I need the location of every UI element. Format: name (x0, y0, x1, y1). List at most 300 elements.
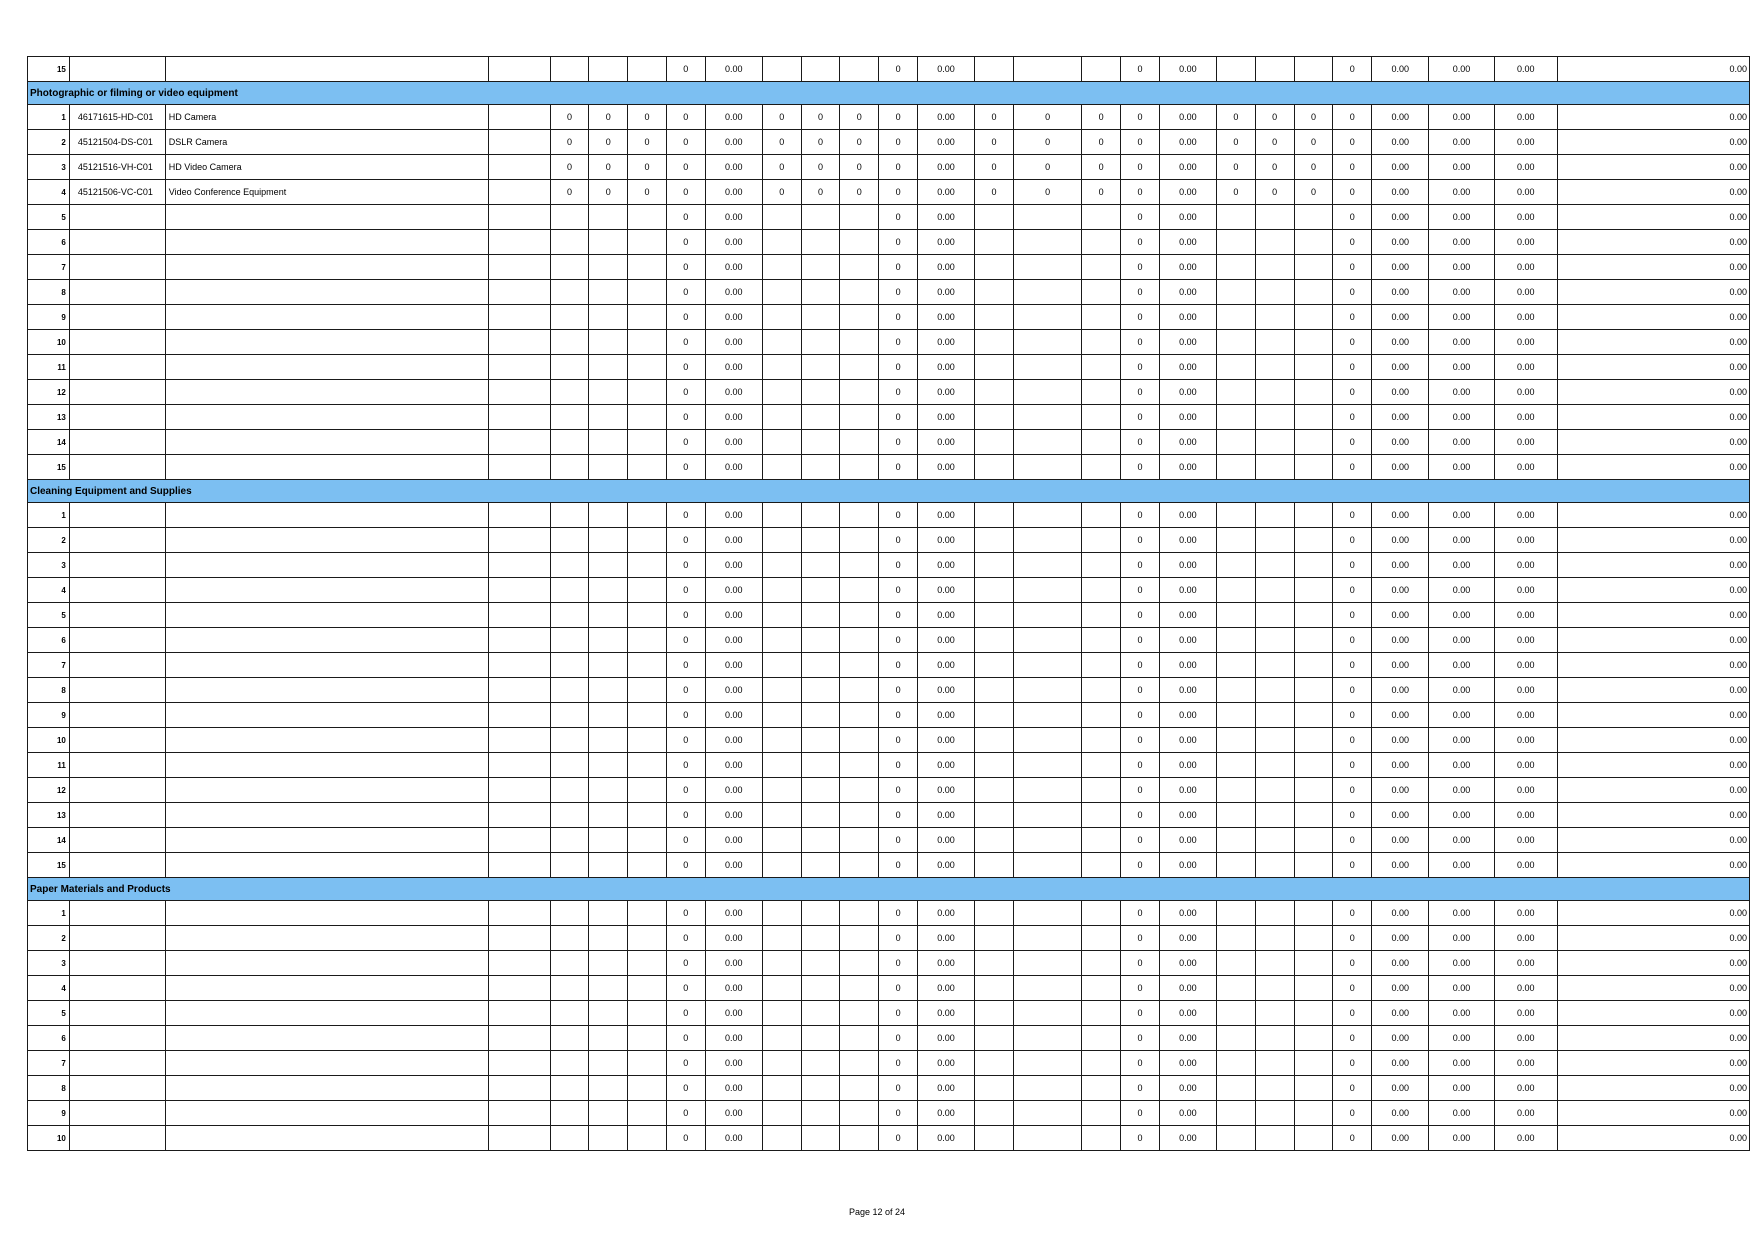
quantity-cell (762, 1051, 801, 1076)
table-row (28, 455, 1750, 480)
amount-cell: 0.00 (1159, 976, 1216, 1001)
quantity-cell: 0 (840, 130, 879, 155)
amount-cell: 0.00 (1494, 105, 1557, 130)
item-description-cell (165, 728, 489, 753)
amount-cell: 0.00 (705, 455, 762, 480)
empty-cell (489, 578, 550, 603)
quarter-total-cell: 0 (1121, 1001, 1160, 1026)
item-code-cell: 45121516-VH-C01 (69, 155, 165, 180)
quantity-cell (1255, 1126, 1294, 1151)
quantity-cell (1294, 628, 1333, 653)
quantity-cell (589, 703, 628, 728)
quarter-total-cell: 0 (1121, 901, 1160, 926)
row-number-cell: 12 (28, 380, 70, 405)
amount-cell: 0.00 (1429, 105, 1494, 130)
quantity-cell (1255, 330, 1294, 355)
empty-cell (489, 57, 550, 82)
quarter-total-cell: 0 (879, 503, 918, 528)
quantity-cell (840, 330, 879, 355)
quantity-cell: 0 (1013, 155, 1081, 180)
amount-cell: 0.00 (1159, 603, 1216, 628)
amount-cell: 0.00 (1372, 553, 1429, 578)
quarter-total-cell: 0 (1121, 628, 1160, 653)
quantity-cell (975, 1026, 1014, 1051)
quantity-cell (1217, 951, 1256, 976)
quantity-cell (589, 528, 628, 553)
amount-cell: 0.00 (1159, 205, 1216, 230)
empty-cell (489, 130, 550, 155)
amount-cell: 0.00 (1159, 355, 1216, 380)
quantity-cell (1082, 1051, 1121, 1076)
amount-cell: 0.00 (1429, 653, 1494, 678)
amount-cell: 0.00 (1429, 578, 1494, 603)
quantity-cell (1013, 628, 1081, 653)
row-number-cell: 12 (28, 778, 70, 803)
quarter-total-cell: 0 (1121, 205, 1160, 230)
quarter-total-cell: 0 (1333, 753, 1372, 778)
quantity-cell (762, 1001, 801, 1026)
amount-cell: 0.00 (1159, 926, 1216, 951)
quantity-cell (840, 57, 879, 82)
quantity-cell (1217, 778, 1256, 803)
quantity-cell (1013, 528, 1081, 553)
quantity-cell (589, 553, 628, 578)
quantity-cell (840, 355, 879, 380)
quarter-total-cell: 0 (1121, 728, 1160, 753)
quantity-cell: 0 (1082, 180, 1121, 205)
quantity-cell (1255, 255, 1294, 280)
quantity-cell (1013, 280, 1081, 305)
amount-cell: 0.00 (1429, 205, 1494, 230)
quantity-cell (975, 503, 1014, 528)
amount-cell: 0.00 (705, 578, 762, 603)
amount-cell: 0.00 (705, 528, 762, 553)
total-amount-cell: 0.00 (1557, 455, 1749, 480)
quantity-cell (628, 803, 667, 828)
empty-cell (489, 205, 550, 230)
quarter-total-cell: 0 (1121, 280, 1160, 305)
quantity-cell (1217, 380, 1256, 405)
amount-cell: 0.00 (1159, 305, 1216, 330)
amount-cell: 0.00 (1372, 778, 1429, 803)
quarter-total-cell: 0 (1121, 155, 1160, 180)
quantity-cell (550, 1001, 589, 1026)
quarter-total-cell: 0 (879, 355, 918, 380)
item-description-cell (165, 255, 489, 280)
quantity-cell (801, 205, 840, 230)
amount-cell: 0.00 (1159, 330, 1216, 355)
quarter-total-cell: 0 (1333, 828, 1372, 853)
quantity-cell (1294, 330, 1333, 355)
quantity-cell (840, 778, 879, 803)
total-amount-cell: 0.00 (1557, 280, 1749, 305)
quantity-cell (840, 703, 879, 728)
quarter-total-cell: 0 (879, 1026, 918, 1051)
amount-cell: 0.00 (1159, 1026, 1216, 1051)
quarter-total-cell: 0 (1121, 380, 1160, 405)
quantity-cell (550, 255, 589, 280)
quantity-cell (762, 280, 801, 305)
quarter-total-cell: 0 (1121, 105, 1160, 130)
quantity-cell (589, 230, 628, 255)
amount-cell: 0.00 (1429, 1101, 1494, 1126)
table-row (28, 305, 1750, 330)
quantity-cell (840, 405, 879, 430)
quantity-cell (840, 430, 879, 455)
quantity-cell (1013, 828, 1081, 853)
quantity-cell (762, 753, 801, 778)
quantity-cell (840, 728, 879, 753)
quantity-cell (801, 255, 840, 280)
quantity-cell (589, 1126, 628, 1151)
row-number-cell: 1 (28, 105, 70, 130)
total-amount-cell: 0.00 (1557, 430, 1749, 455)
quantity-cell (1255, 653, 1294, 678)
quantity-cell (1013, 778, 1081, 803)
amount-cell: 0.00 (705, 901, 762, 926)
amount-cell: 0.00 (1372, 455, 1429, 480)
amount-cell: 0.00 (1159, 528, 1216, 553)
quantity-cell (1217, 901, 1256, 926)
amount-cell: 0.00 (705, 1051, 762, 1076)
amount-cell: 0.00 (917, 603, 974, 628)
quantity-cell (628, 1051, 667, 1076)
quantity-cell (1217, 926, 1256, 951)
amount-cell: 0.00 (917, 105, 974, 130)
quantity-cell (550, 355, 589, 380)
quantity-cell (1013, 355, 1081, 380)
quarter-total-cell: 0 (1121, 678, 1160, 703)
amount-cell: 0.00 (1429, 628, 1494, 653)
quarter-total-cell: 0 (1121, 853, 1160, 878)
amount-cell: 0.00 (705, 703, 762, 728)
amount-cell: 0.00 (705, 230, 762, 255)
amount-cell: 0.00 (1494, 703, 1557, 728)
quantity-cell (1013, 255, 1081, 280)
amount-cell: 0.00 (1372, 578, 1429, 603)
quantity-cell (1217, 455, 1256, 480)
quantity-cell (840, 828, 879, 853)
quarter-total-cell: 0 (879, 380, 918, 405)
quarter-total-cell: 0 (1121, 405, 1160, 430)
table-row (28, 528, 1750, 553)
amount-cell: 0.00 (917, 180, 974, 205)
quantity-cell (801, 703, 840, 728)
quantity-cell (1217, 405, 1256, 430)
quantity-cell (762, 553, 801, 578)
quarter-total-cell: 0 (666, 753, 705, 778)
total-amount-cell: 0.00 (1557, 1001, 1749, 1026)
total-amount-cell: 0.00 (1557, 380, 1749, 405)
total-amount-cell: 0.00 (1557, 405, 1749, 430)
amount-cell: 0.00 (705, 1101, 762, 1126)
quantity-cell (589, 628, 628, 653)
item-description-cell (165, 603, 489, 628)
quarter-total-cell: 0 (666, 1001, 705, 1026)
amount-cell: 0.00 (1372, 678, 1429, 703)
quantity-cell (801, 753, 840, 778)
section-header-row (28, 878, 1750, 901)
amount-cell: 0.00 (917, 653, 974, 678)
amount-cell: 0.00 (1159, 255, 1216, 280)
quantity-cell (628, 578, 667, 603)
total-amount-cell: 0.00 (1557, 355, 1749, 380)
amount-cell: 0.00 (1429, 703, 1494, 728)
row-number-cell: 1 (28, 901, 70, 926)
item-description-cell (165, 205, 489, 230)
quarter-total-cell: 0 (1333, 528, 1372, 553)
empty-cell (489, 180, 550, 205)
amount-cell: 0.00 (1494, 380, 1557, 405)
quantity-cell (589, 976, 628, 1001)
quantity-cell (762, 430, 801, 455)
amount-cell: 0.00 (1159, 753, 1216, 778)
item-code-cell (69, 603, 165, 628)
amount-cell: 0.00 (917, 1076, 974, 1101)
amount-cell: 0.00 (1372, 405, 1429, 430)
quarter-total-cell: 0 (1333, 653, 1372, 678)
amount-cell: 0.00 (1494, 976, 1557, 1001)
row-number-cell: 8 (28, 678, 70, 703)
quantity-cell (1255, 628, 1294, 653)
quarter-total-cell: 0 (1333, 853, 1372, 878)
table-row (28, 778, 1750, 803)
quarter-total-cell: 0 (1333, 1101, 1372, 1126)
quarter-total-cell: 0 (1121, 951, 1160, 976)
quantity-cell (1294, 728, 1333, 753)
quantity-cell (762, 355, 801, 380)
amount-cell: 0.00 (1372, 130, 1429, 155)
quantity-cell (628, 828, 667, 853)
item-description-cell (165, 853, 489, 878)
amount-cell: 0.00 (1429, 753, 1494, 778)
amount-cell: 0.00 (1159, 280, 1216, 305)
amount-cell: 0.00 (705, 926, 762, 951)
quantity-cell (762, 703, 801, 728)
amount-cell: 0.00 (917, 330, 974, 355)
row-number-cell: 4 (28, 578, 70, 603)
quantity-cell (628, 305, 667, 330)
quantity-cell (762, 405, 801, 430)
quantity-cell (801, 1051, 840, 1076)
total-amount-cell: 0.00 (1557, 926, 1749, 951)
amount-cell: 0.00 (1494, 405, 1557, 430)
quantity-cell (1255, 803, 1294, 828)
quantity-cell (762, 828, 801, 853)
amount-cell: 0.00 (1429, 503, 1494, 528)
amount-cell: 0.00 (1494, 853, 1557, 878)
amount-cell: 0.00 (1372, 901, 1429, 926)
quarter-total-cell: 0 (1333, 355, 1372, 380)
quantity-cell (975, 305, 1014, 330)
quantity-cell (975, 330, 1014, 355)
quantity-cell: 0 (801, 180, 840, 205)
quarter-total-cell: 0 (1121, 578, 1160, 603)
item-code-cell (69, 926, 165, 951)
quantity-cell (1217, 280, 1256, 305)
item-description-cell (165, 528, 489, 553)
quantity-cell (1013, 753, 1081, 778)
amount-cell: 0.00 (1429, 1026, 1494, 1051)
empty-cell (489, 951, 550, 976)
row-number-cell: 7 (28, 255, 70, 280)
empty-cell (489, 528, 550, 553)
quantity-cell (1217, 528, 1256, 553)
quantity-cell (762, 503, 801, 528)
quarter-total-cell: 0 (1333, 230, 1372, 255)
quantity-cell: 0 (628, 155, 667, 180)
amount-cell: 0.00 (1494, 455, 1557, 480)
quantity-cell (762, 778, 801, 803)
quarter-total-cell: 0 (666, 1101, 705, 1126)
total-amount-cell: 0.00 (1557, 901, 1749, 926)
quantity-cell (1217, 1051, 1256, 1076)
quantity-cell (550, 753, 589, 778)
empty-cell (489, 1026, 550, 1051)
amount-cell: 0.00 (1494, 130, 1557, 155)
item-description-cell (165, 1026, 489, 1051)
quantity-cell (1082, 455, 1121, 480)
quantity-cell (975, 430, 1014, 455)
item-description-cell (165, 653, 489, 678)
quantity-cell: 0 (589, 180, 628, 205)
quarter-total-cell: 0 (666, 1076, 705, 1101)
empty-cell (489, 803, 550, 828)
total-amount-cell: 0.00 (1557, 1126, 1749, 1151)
quarter-total-cell: 0 (879, 305, 918, 330)
quantity-cell (1013, 653, 1081, 678)
item-description-cell (165, 355, 489, 380)
total-amount-cell: 0.00 (1557, 976, 1749, 1001)
amount-cell: 0.00 (1494, 430, 1557, 455)
quantity-cell (589, 653, 628, 678)
row-number-cell: 15 (28, 853, 70, 878)
amount-cell: 0.00 (1372, 105, 1429, 130)
quantity-cell (550, 951, 589, 976)
total-amount-cell: 0.00 (1557, 130, 1749, 155)
quantity-cell: 0 (1294, 130, 1333, 155)
quarter-total-cell: 0 (1121, 828, 1160, 853)
total-amount-cell: 0.00 (1557, 1026, 1749, 1051)
quantity-cell (1294, 703, 1333, 728)
amount-cell: 0.00 (917, 57, 974, 82)
quantity-cell (1255, 951, 1294, 976)
item-description-cell (165, 305, 489, 330)
amount-cell: 0.00 (917, 678, 974, 703)
quantity-cell (550, 976, 589, 1001)
quantity-cell (628, 430, 667, 455)
quantity-cell (762, 803, 801, 828)
quantity-cell (1217, 553, 1256, 578)
quantity-cell (1255, 753, 1294, 778)
quarter-total-cell: 0 (879, 130, 918, 155)
quantity-cell (550, 57, 589, 82)
table-row (28, 728, 1750, 753)
quantity-cell (550, 430, 589, 455)
amount-cell: 0.00 (917, 1126, 974, 1151)
quarter-total-cell: 0 (1121, 976, 1160, 1001)
row-number-cell: 3 (28, 155, 70, 180)
quantity-cell (840, 380, 879, 405)
quarter-total-cell: 0 (1121, 553, 1160, 578)
quarter-total-cell: 0 (1333, 380, 1372, 405)
amount-cell: 0.00 (705, 603, 762, 628)
quarter-total-cell: 0 (666, 828, 705, 853)
quantity-cell (801, 778, 840, 803)
quarter-total-cell: 0 (1333, 205, 1372, 230)
quarter-total-cell: 0 (1333, 130, 1372, 155)
amount-cell: 0.00 (917, 628, 974, 653)
quantity-cell (762, 926, 801, 951)
quantity-cell: 0 (1294, 155, 1333, 180)
quantity-cell (975, 853, 1014, 878)
quantity-cell (1294, 503, 1333, 528)
quantity-cell (1294, 1026, 1333, 1051)
quantity-cell (1294, 1001, 1333, 1026)
table-row (28, 230, 1750, 255)
quantity-cell: 0 (801, 105, 840, 130)
item-description-cell: DSLR Camera (165, 130, 489, 155)
quantity-cell (1013, 926, 1081, 951)
section-title: Photographic or filming or video equipment (28, 82, 1750, 105)
quantity-cell (628, 678, 667, 703)
quantity-cell (975, 703, 1014, 728)
amount-cell: 0.00 (917, 405, 974, 430)
amount-cell: 0.00 (1159, 951, 1216, 976)
amount-cell: 0.00 (917, 753, 974, 778)
quantity-cell (801, 57, 840, 82)
quarter-total-cell: 0 (666, 778, 705, 803)
row-number-cell: 7 (28, 1051, 70, 1076)
section-title: Cleaning Equipment and Supplies (28, 480, 1750, 503)
amount-cell: 0.00 (705, 305, 762, 330)
quantity-cell: 0 (1082, 155, 1121, 180)
quarter-total-cell: 0 (1333, 926, 1372, 951)
quarter-total-cell: 0 (1121, 778, 1160, 803)
quantity-cell (762, 1126, 801, 1151)
quantity-cell (801, 503, 840, 528)
item-description-cell (165, 1126, 489, 1151)
quantity-cell (762, 330, 801, 355)
quantity-cell (589, 503, 628, 528)
amount-cell: 0.00 (705, 778, 762, 803)
quarter-total-cell: 0 (879, 728, 918, 753)
quantity-cell (1082, 753, 1121, 778)
quantity-cell (1082, 1101, 1121, 1126)
quarter-total-cell: 0 (1333, 57, 1372, 82)
row-number-cell: 10 (28, 728, 70, 753)
quantity-cell (1013, 503, 1081, 528)
amount-cell: 0.00 (1159, 853, 1216, 878)
amount-cell: 0.00 (917, 355, 974, 380)
quantity-cell (1217, 1076, 1256, 1101)
quarter-total-cell: 0 (666, 205, 705, 230)
amount-cell: 0.00 (1429, 57, 1494, 82)
amount-cell: 0.00 (1429, 778, 1494, 803)
quantity-cell: 0 (1082, 105, 1121, 130)
table-row (28, 1001, 1750, 1026)
quarter-total-cell: 0 (879, 528, 918, 553)
total-amount-cell: 0.00 (1557, 703, 1749, 728)
quantity-cell (628, 380, 667, 405)
item-code-cell (69, 753, 165, 778)
quantity-cell (975, 255, 1014, 280)
quantity-cell (1294, 603, 1333, 628)
quarter-total-cell: 0 (1333, 951, 1372, 976)
quantity-cell (975, 926, 1014, 951)
quantity-cell (1082, 578, 1121, 603)
amount-cell: 0.00 (1494, 628, 1557, 653)
